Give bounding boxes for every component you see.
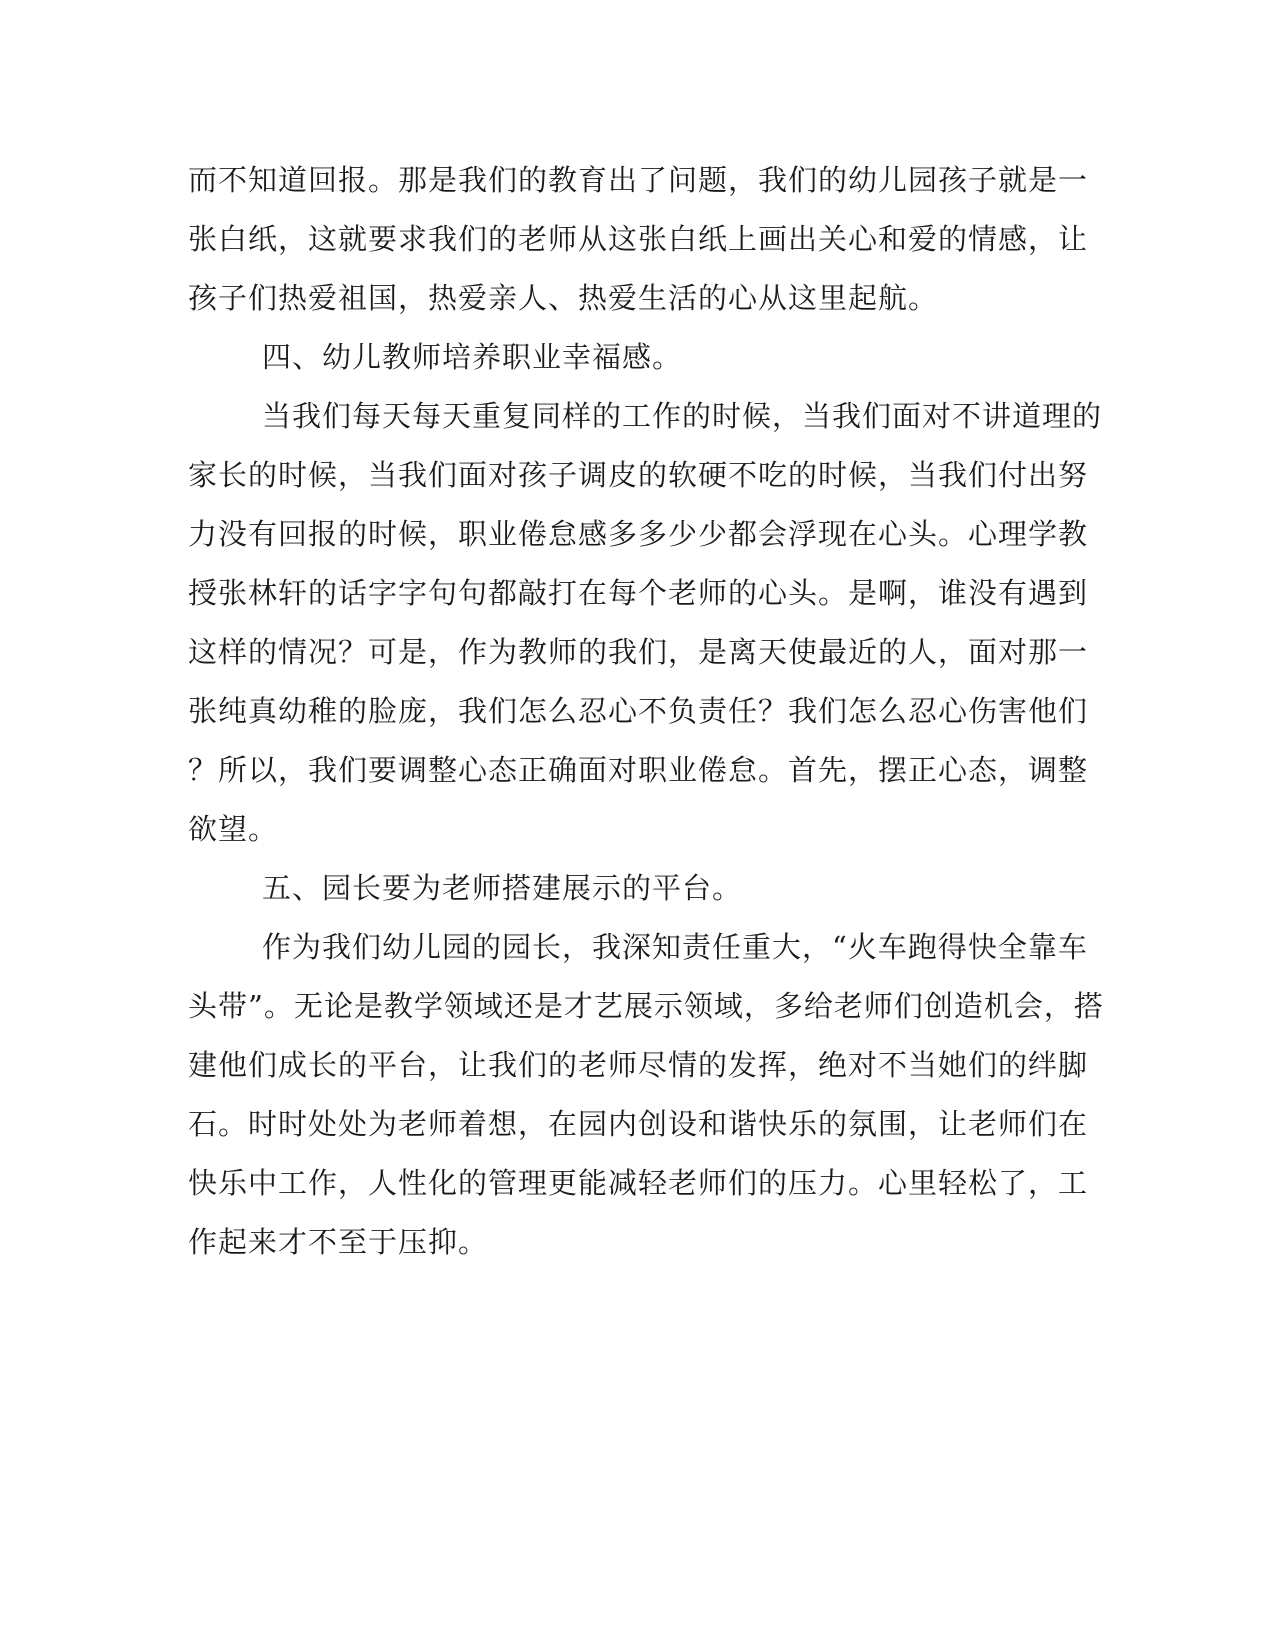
text-line: 头带”。无论是教学领域还是才艺展示领域，多给老师们创造机会，搭 — [188, 989, 1104, 1023]
text-line: 作起来才不至于压抑。 — [188, 1225, 489, 1259]
text-line: 而不知道回报。那是我们的教育出了问题，我们的幼儿园孩子就是一 — [188, 163, 1089, 197]
text-line: 建他们成长的平台，让我们的老师尽情的发挥，绝对不当她们的绊脚 — [188, 1048, 1089, 1082]
text-line: 力没有回报的时候，职业倦怠感多多少少都会浮现在心头。心理学教 — [188, 517, 1089, 551]
text-line: 这样的情况？可是，作为教师的我们，是离天使最近的人，面对那一 — [188, 635, 1089, 669]
text-line: 欲望。 — [188, 812, 279, 846]
section-heading: 四、幼儿教师培养职业幸福感。 — [262, 340, 683, 374]
text-line: 当我们每天每天重复同样的工作的时候，当我们面对不讲道理的 — [262, 399, 1103, 433]
text-line: 家长的时候，当我们面对孩子调皮的软硬不吃的时候，当我们付出努 — [188, 458, 1089, 492]
text-line: 作为我们幼儿园的园长，我深知责任重大，“火车跑得快全靠车 — [262, 930, 1088, 964]
text-line: 张纯真幼稚的脸庞，我们怎么忍心不负责任？我们怎么忍心伤害他们 — [188, 694, 1089, 728]
text-line: 授张林轩的话字字句句都敲打在每个老师的心头。是啊，谁没有遇到 — [188, 576, 1089, 610]
section-heading: 五、园长要为老师搭建展示的平台。 — [262, 871, 743, 905]
text-line: 张白纸，这就要求我们的老师从这张白纸上画出关心和爱的情感，让 — [188, 222, 1089, 256]
text-line: ？所以，我们要调整心态正确面对职业倦怠。首先，摆正心态，调整 — [188, 753, 1089, 787]
text-line: 快乐中工作，人性化的管理更能减轻老师们的压力。心里轻松了，工 — [188, 1166, 1089, 1200]
text-line: 石。时时处处为老师着想，在园内创设和谐快乐的氛围，让老师们在 — [188, 1107, 1089, 1141]
text-line: 孩子们热爱祖国，热爱亲人、热爱生活的心从这里起航。 — [188, 281, 939, 315]
